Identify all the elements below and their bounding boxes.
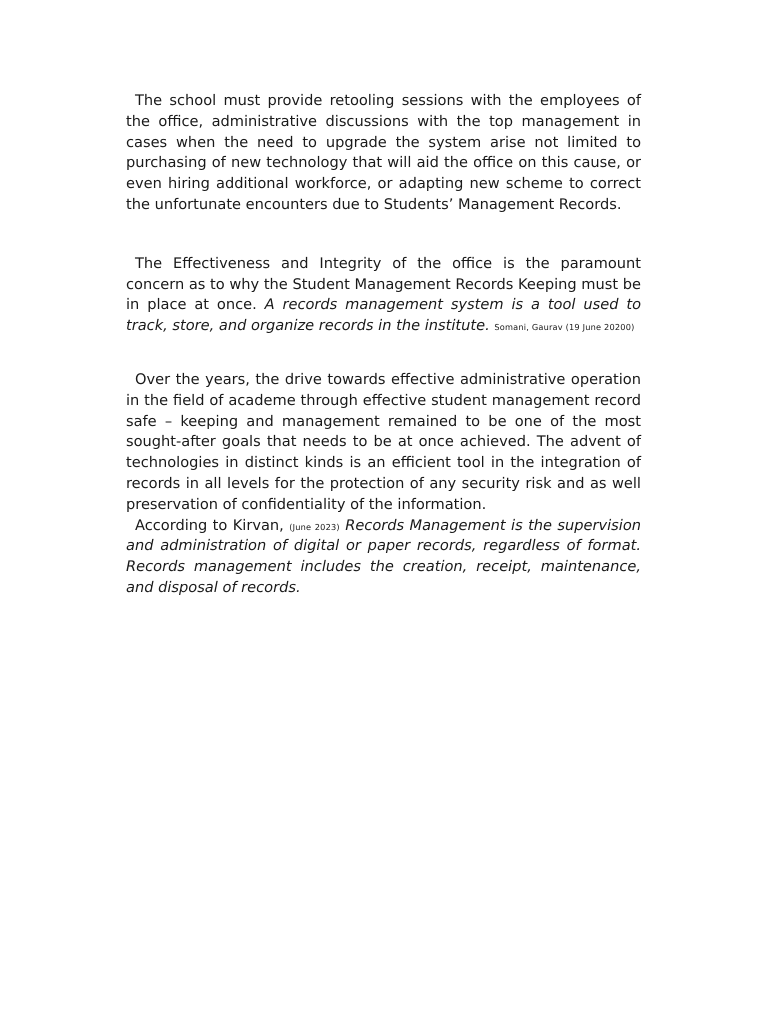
quote-somani: A records management system is a tool used to track, store, and organize records in the institute. xyxy=(126,296,641,335)
document-page xyxy=(126,91,641,599)
quote-kirvan: Records Management is the supervision and administration of digital or paper records, regardless of format. Records management includes the creation, receipt, maintenance, and disposal of records. xyxy=(126,516,642,596)
paragraph-effectiveness-text: The Effectiveness and Integrity of the office is the paramount concern as to why the Student Management Records Keeping must be in place at once. xyxy=(126,254,641,314)
paragraph-kirvan-lead: According to Kirvan, xyxy=(135,516,284,534)
citation-somani: Somani, Gaurav (19 June 20200) xyxy=(494,322,635,333)
paragraph-effectiveness xyxy=(126,254,641,337)
citation-kirvan: (June 2023) xyxy=(289,521,340,532)
paragraph-over-the-years: Over the years, the drive towards effective administrative operation in the field of academe through effective student management record safe – keeping and management remained to be one of the most sought-after goals that needs to be at once achieved. The advent of technologies in distinct kinds is an efficient tool in the integration of records in all levels for the protection of any security risk and as well preservation of confidentiality of the information. xyxy=(126,370,641,513)
paragraph-retooling: The school must provide retooling sessions with the employees of the office, administrative discussions with the top management in cases when the need to upgrade the system arise not limited to purchasing of new technology that will aid the office on this cause, or even hiring additional workforce, or adapting new scheme to correct the unfortunate encounters due to Students’ Management Records. xyxy=(126,92,641,213)
paragraph-kirvan xyxy=(126,516,641,599)
